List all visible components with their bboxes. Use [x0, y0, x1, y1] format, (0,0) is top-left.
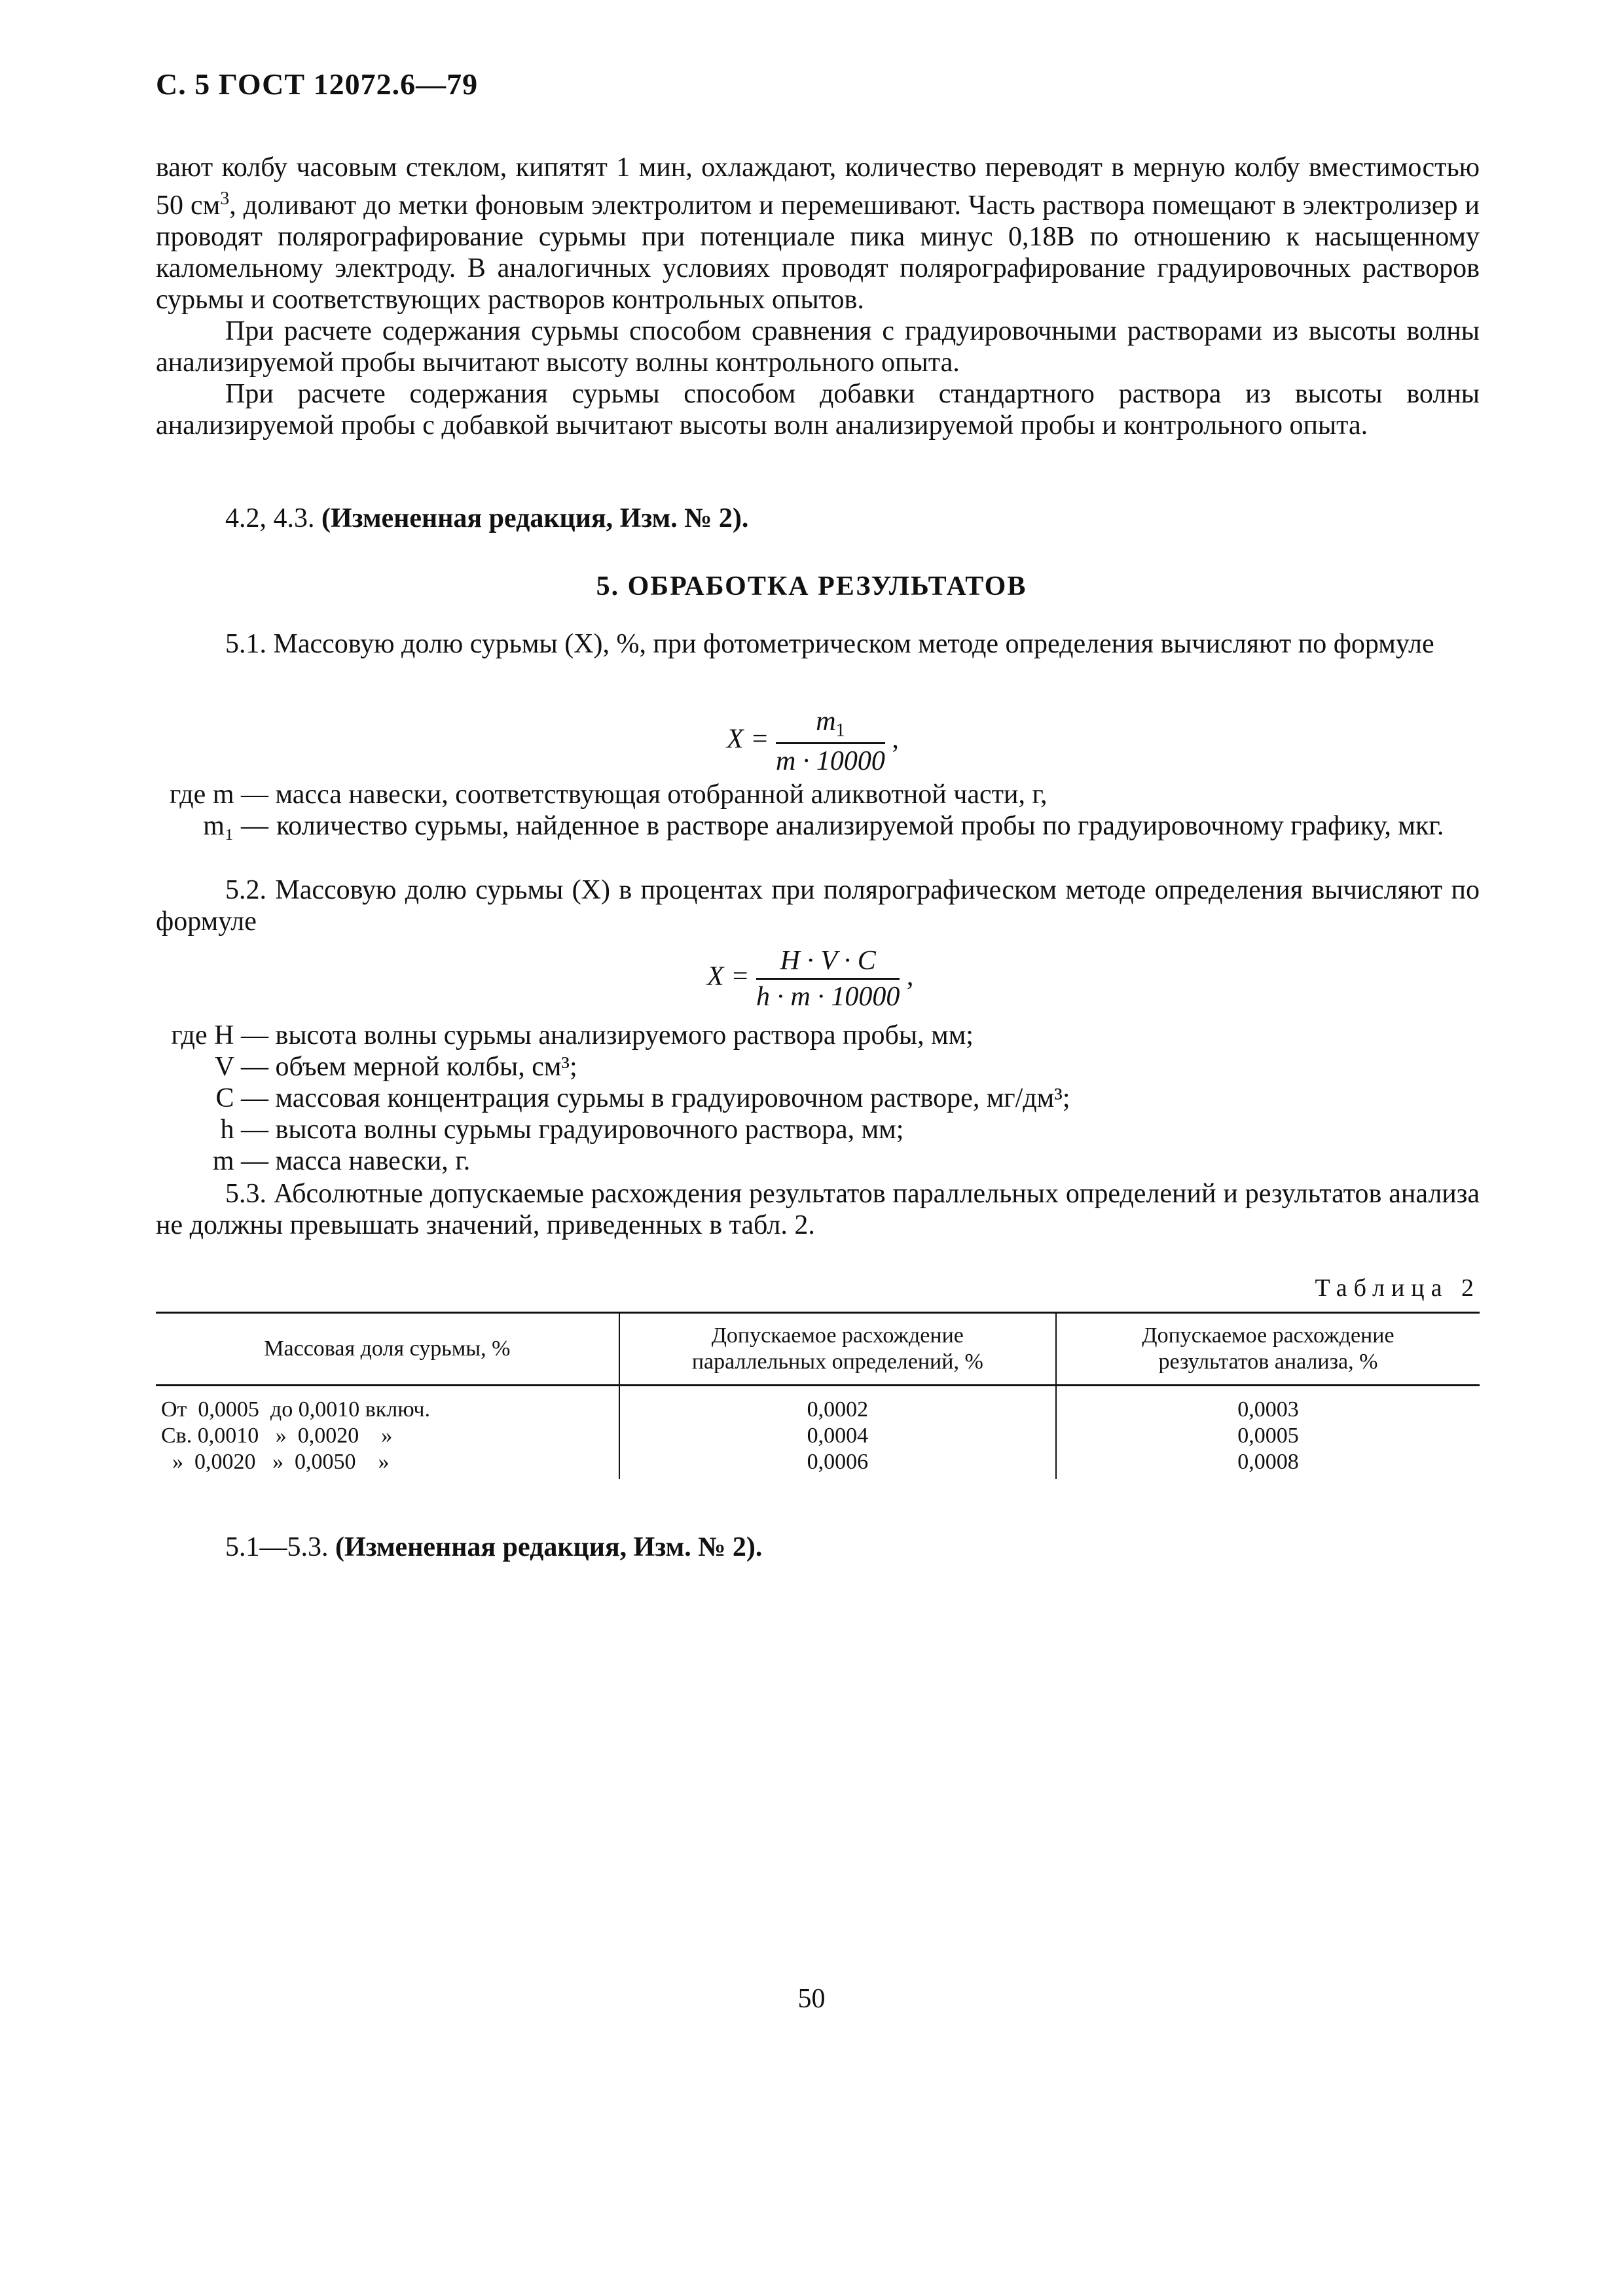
definition-symbol: где H —	[171, 1020, 268, 1050]
table-cell: » 0,0020 » 0,0050 »	[161, 1450, 390, 1474]
definition-text: масса навески, соответствующая отобранной аликвотной части, г,	[275, 780, 1048, 810]
table-cell: 0,0004	[619, 1423, 1056, 1449]
definitions-2	[156, 1020, 1480, 1177]
paragraph-5-2-text: 5.2. Массовую долю сурьмы (X) в процентах при полярографическом методе определения вычисляют по формуле	[156, 875, 1480, 937]
page-header: С. 5 ГОСТ 12072.6—79	[156, 67, 479, 101]
numerator-sub: 1	[835, 720, 845, 741]
definition-H	[156, 1020, 1480, 1051]
paragraph-1-part-b: , доливают до метки фоновым электролитом и перемешивают. Часть раствора помещают в электролизер и проводят полярографирование сурьмы при потенциале пика минус 0,18В по отношению к насыщенному каломельному электроду. В аналогичных условиях проводят полярографирование градуировочных растворов сурьмы и соответствующих растворов контрольных опытов.	[156, 190, 1480, 315]
formula-2-comma: ,	[906, 961, 914, 992]
table-2	[156, 1312, 1480, 1479]
denominator-text: m · 10000	[776, 746, 885, 777]
paragraph-5-3	[156, 1178, 1480, 1241]
amendment-prefix: 5.1—5.3.	[225, 1532, 329, 1562]
table-row	[156, 1386, 1480, 1424]
table-cell: 0,0005	[1056, 1423, 1480, 1449]
definition-symbol: где m —	[170, 780, 268, 810]
definition-text: высота волны сурьмы градуировочного раствора, мм;	[275, 1115, 904, 1145]
amendment-bold: (Измененная редакция, Изм. № 2).	[335, 1532, 763, 1562]
intro-text	[156, 152, 1480, 441]
table-cell: Св. 0,0010 » 0,0020 »	[161, 1424, 393, 1448]
table-header-row	[156, 1313, 1480, 1386]
denominator-text: h · m · 10000	[756, 982, 900, 1012]
formula-1-fraction	[776, 706, 885, 777]
paragraph-1-part-a: вают колбу часовым стеклом, кипятят 1 мин, охлаждают, количество переводят в мерную колбу вместимостью 50 см	[156, 152, 1480, 221]
definition-m	[156, 779, 1480, 810]
definition-text: массовая концентрация сурьмы в градуировочном растворе, мг/дм³;	[275, 1083, 1070, 1113]
table-header-cell: Массовая доля сурьмы, %	[156, 1313, 619, 1386]
table-cell: От 0,0005 до 0,0010 включ.	[161, 1397, 430, 1422]
definition-text: количество сурьмы, найденное в растворе анализируемой пробы по градуировочному графику, мкг.	[276, 811, 1444, 841]
formula-1-numerator	[776, 706, 885, 744]
definition-symbol: V —	[214, 1052, 268, 1082]
definition-m1	[156, 810, 1480, 842]
numerator-text: H · V · C	[780, 946, 876, 976]
table-row	[156, 1423, 1480, 1449]
paragraph-5-1-text: 5.1. Массовую долю сурьмы (X), %, при фотометрическом методе определения вычисляют по формуле	[225, 629, 1434, 659]
paragraph-2: При расчете содержания сурьмы способом сравнения с градуировочными растворами из высоты волны анализируемой пробы вычитают высоту волны контрольного опыта.	[156, 316, 1480, 378]
definition-V	[156, 1051, 1480, 1083]
table-cell: 0,0006	[619, 1449, 1056, 1479]
superscript: 3	[220, 188, 230, 209]
definition-text: высота волны сурьмы анализируемого раствора пробы, мм;	[275, 1020, 974, 1050]
formula-1-denominator	[776, 744, 885, 777]
definition-symbol: C —	[215, 1083, 268, 1113]
amendment-note-1	[225, 503, 748, 534]
formula-1-lhs: X =	[727, 724, 769, 755]
amendment-note-2	[225, 1532, 762, 1563]
table-cell: 0,0002	[619, 1386, 1056, 1424]
paragraph-1	[156, 152, 1480, 315]
definition-symbol: m₁ —	[203, 811, 268, 841]
table-cell: 0,0003	[1056, 1386, 1480, 1424]
formula-2-fraction	[756, 945, 900, 1013]
table-caption: Таблица 2	[1315, 1274, 1480, 1302]
definition-symbol: h —	[220, 1115, 268, 1145]
amendment-prefix: 4.2, 4.3.	[225, 503, 315, 533]
table-row	[156, 1449, 1480, 1479]
paragraph-5-1	[156, 628, 1480, 660]
formula-2-denominator	[756, 980, 900, 1013]
formula-1	[727, 706, 899, 777]
table-header-cell: Допускаемое расхождение результатов анализа, %	[1056, 1313, 1480, 1386]
section-title: 5. ОБРАБОТКА РЕЗУЛЬТАТОВ	[596, 571, 1027, 601]
table-header-cell: Допускаемое расхождение параллельных определений, %	[619, 1313, 1056, 1386]
page-number: 50	[797, 1984, 826, 2014]
table-cell: 0,0008	[1056, 1449, 1480, 1479]
paragraph-3: При расчете содержания сурьмы способом добавки стандартного раствора из высоты волны анализируемой пробы с добавкой вычитают высоты волн анализируемой пробы и контрольного опыта.	[156, 379, 1480, 440]
formula-2-lhs: X =	[707, 961, 750, 992]
formula-2	[707, 945, 913, 1013]
definition-m	[156, 1145, 1480, 1177]
definition-text: масса навески, г.	[275, 1146, 471, 1176]
definition-C	[156, 1083, 1480, 1114]
paragraph-5-2	[156, 874, 1480, 937]
definition-h	[156, 1114, 1480, 1145]
formula-2-numerator	[756, 945, 900, 980]
numerator-var: m	[816, 706, 836, 736]
definition-text: объем мерной колбы, см³;	[275, 1052, 577, 1082]
formula-1-comma: ,	[892, 724, 899, 755]
amendment-bold: (Измененная редакция, Изм. № 2).	[321, 503, 749, 533]
definition-symbol: m —	[212, 1146, 268, 1176]
paragraph-5-3-text: 5.3. Абсолютные допускаемые расхождения результатов параллельных определений и результатов анализа не должны превышать значений, приведенных в табл. 2.	[156, 1179, 1480, 1240]
